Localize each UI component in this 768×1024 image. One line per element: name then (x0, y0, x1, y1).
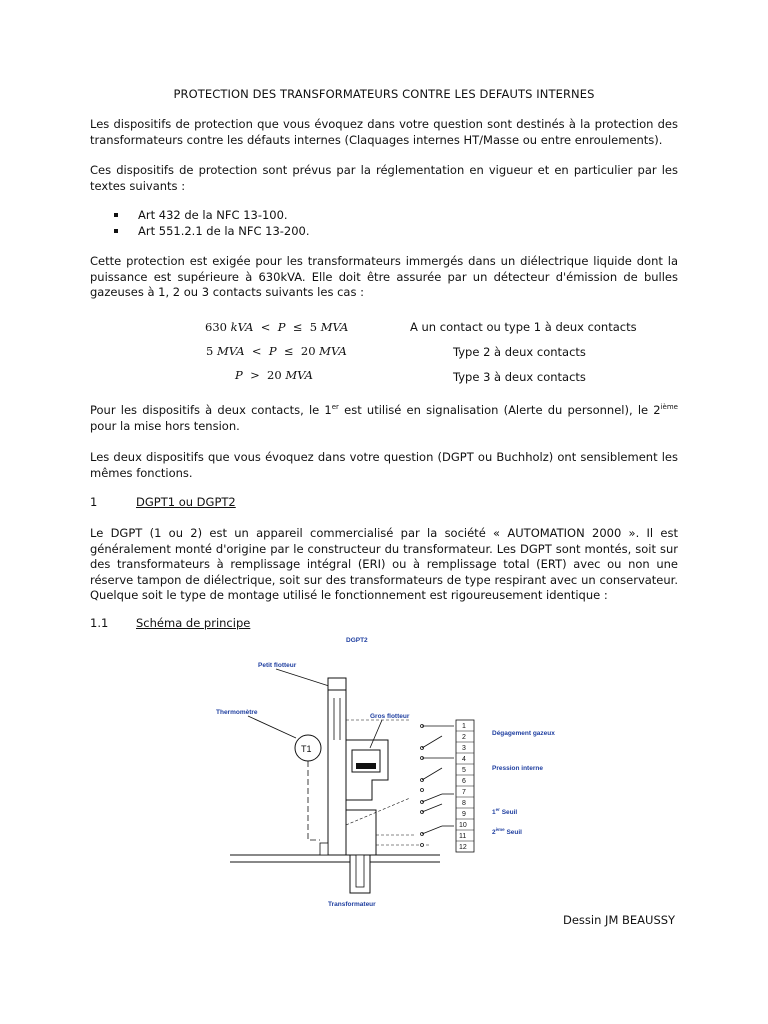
condition-text-2: Type 2 à deux contacts (453, 345, 586, 359)
paragraph-contacts: Pour les dispositifs à deux contacts, le 1er est utilisé en signalisation (Alerte du personnel), le 2ième pour la mise hors tension. (90, 403, 678, 433)
label-thermometre: Thermomètre (216, 709, 258, 716)
svg-text:6: 6 (462, 778, 466, 785)
label-gros-flotteur: Gros flotteur (370, 713, 410, 720)
list-item: Art 551.2.1 de la NFC 13-200. (110, 224, 310, 240)
document-title: PROTECTION DES TRANSFORMATEURS CONTRE LES DEFAUTS INTERNES (173, 87, 595, 101)
section-heading-1: 1 DGPT1 ou DGPT2 (90, 495, 236, 509)
label-degagement-gazeux: Dégagement gazeux (492, 730, 555, 737)
leader-line (276, 669, 329, 686)
svg-text:2: 2 (462, 734, 466, 741)
svg-text:11: 11 (459, 833, 467, 840)
svg-text:5: 5 (462, 767, 466, 774)
list-item: Art 432 de la NFC 13-100. (110, 208, 310, 224)
condition-formula-2: 5 MVA < P ≤ 20 MVA (206, 344, 347, 358)
svg-text:9: 9 (462, 811, 466, 818)
label-seuil-1: 1er Seuil (492, 807, 518, 816)
drawing-credit: Dessin JM BEAUSSY (563, 913, 676, 927)
bullet-square-icon (114, 229, 118, 233)
condition-text-1: A un contact ou type 1 à deux contacts (410, 320, 637, 334)
svg-text:12: 12 (459, 844, 467, 851)
leader-line (370, 720, 382, 748)
label-petit-flotteur: Petit flotteur (258, 662, 297, 669)
svg-text:7: 7 (462, 789, 466, 796)
paragraph-intro: Les dispositifs de protection que vous évoquez dans votre question sont destinés à la protection des transformateurs contre les défauts internes (Claquages internes HT/Masse ou entre enroulements). (90, 117, 678, 147)
paragraph-dgpt: Le DGPT (1 ou 2) est un appareil commercialisé par la société « AUTOMATION 2000 ». Il est généralement monté d'origine par le constructeur du transformateur. Les DGPT sont montés, soit sur des transformateurs à remplissage intégral (ERI) ou à remplissage total (ERT) avec ou non une réserve tampon de diélectrique, soit sur des transformateurs de type respirant avec un conservateur. Quelque soit le type de montage utilisé le fonctionnement est rigoureusement identique : (90, 526, 678, 602)
svg-text:8: 8 (462, 800, 466, 807)
svg-text:4: 4 (462, 756, 466, 763)
label-t1: T1 (301, 744, 312, 754)
label-seuil-2: 2ème Seuil (492, 827, 522, 836)
dgpt2-schematic (210, 630, 590, 910)
paragraph-devices: Les deux dispositifs que vous évoquez dans votre question (DGPT ou Buchholz) ont sensiblement les mêmes fonctions. (90, 450, 678, 480)
condition-formula-3: P > 20 MVA (235, 368, 313, 382)
paragraph-regulation: Ces dispositifs de protection sont prévus par la réglementation en vigueur et en particulier par les textes suivants : (90, 163, 678, 193)
diagram-title: DGPT2 (346, 637, 368, 644)
condition-formula-1: 630 kVA < P ≤ 5 MVA (205, 320, 349, 334)
bullet-square-icon (114, 213, 118, 217)
label-pression-interne: Pression interne (492, 765, 543, 772)
switch-contacts (421, 725, 455, 847)
label-transformateur: Transformateur (328, 901, 376, 908)
svg-text:1: 1 (462, 723, 466, 730)
small-float-housing (328, 678, 346, 690)
leader-line (248, 716, 296, 738)
svg-text:3: 3 (462, 745, 466, 752)
regulation-list (110, 208, 310, 239)
section-heading-1-1: 1.1 Schéma de principe (90, 616, 251, 630)
svg-text:10: 10 (459, 822, 467, 829)
terminal-block (456, 720, 474, 852)
paragraph-requirement: Cette protection est exigée pour les transformateurs immergés dans un diélectrique liquide dont la puissance est supérieure à 630kVA. Elle doit être assurée par un détecteur d'émission de bulles gazeuses à 1, 2 ou 3 contacts suivants les cas : (90, 254, 678, 299)
condition-text-3: Type 3 à deux contacts (453, 370, 586, 384)
